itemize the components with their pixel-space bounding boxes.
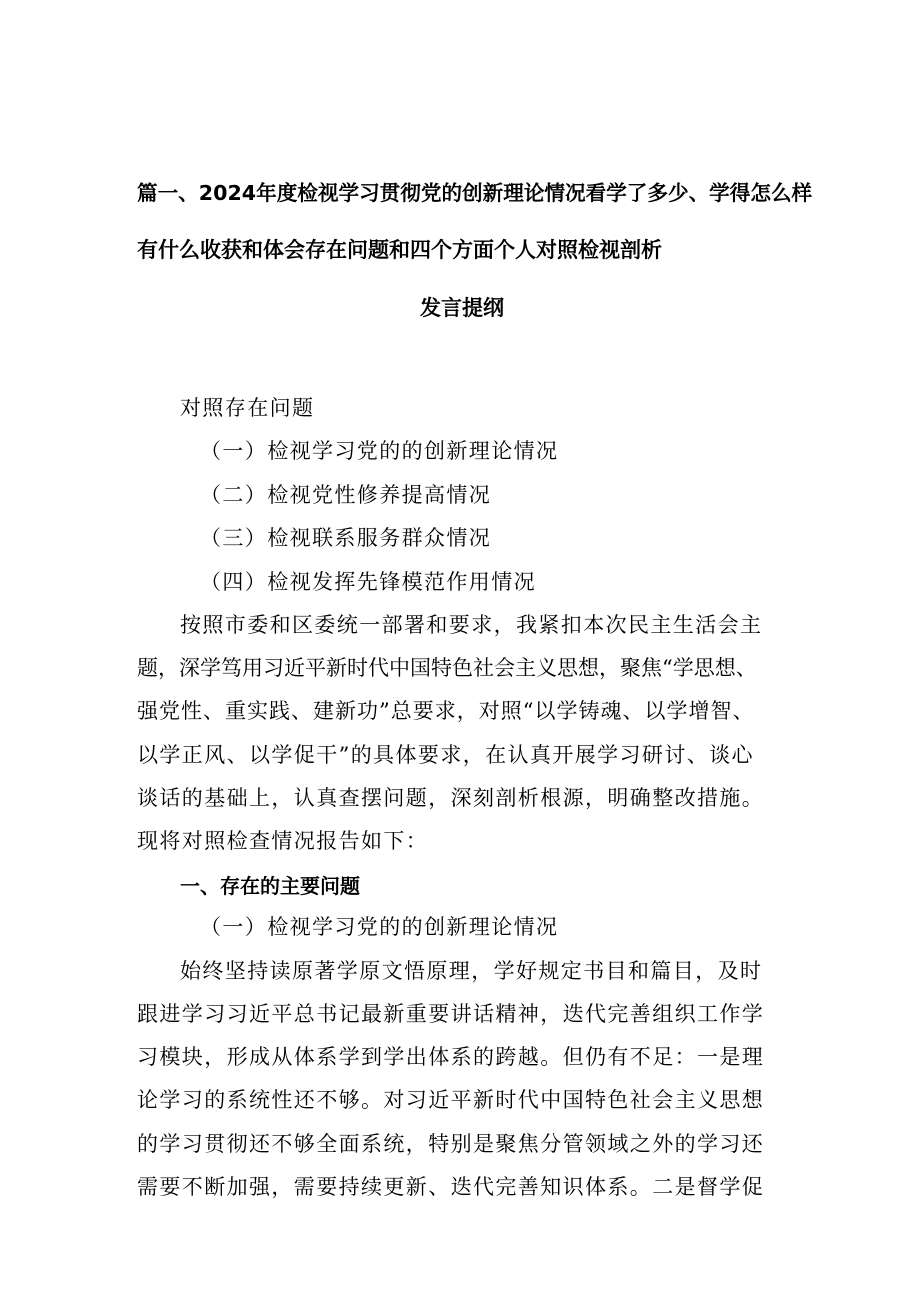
intro-line: 按照市委和区委统一部署和要求，我紧扣本次民主生活会主 <box>180 613 763 637</box>
intro-line: 谈话的基础上，认真查摆问题，深刻剖析根源，明确整改措施。 <box>137 786 765 810</box>
title-line-2: 有什么收获和体会存在问题和四个方面个人对照检视剖析 <box>137 238 662 262</box>
body-line: 跟进学习习近平总书记最新重要讲话精神，迭代完善组织工作学 <box>137 1002 765 1026</box>
section-heading: 一、存在的主要问题 <box>180 874 360 898</box>
outline-item: （一）检视学习党的的创新理论情况 <box>200 439 559 463</box>
body-line: 习模块，形成从体系学到学出体系的跨越。但仍有不足：一是理 <box>137 1045 765 1069</box>
title-line-3: 发言提纲 <box>420 296 504 320</box>
outline-item: （四）检视发挥先锋模范作用情况 <box>200 570 536 594</box>
outline-label: 对照存在问题 <box>180 396 315 420</box>
body-line: 需要不断加强，需要持续更新、迭代完善知识体系。二是督学促 <box>137 1175 765 1199</box>
outline-item: （三）检视联系服务群众情况 <box>200 526 492 550</box>
subsection-heading: （一）检视学习党的的创新理论情况 <box>200 915 559 939</box>
intro-line: 强党性、重实践、建新功”总要求，对照“以学铸魂、以学增智、 <box>137 699 755 723</box>
body-line: 的学习贯彻还不够全面系统，特别是聚焦分管领域之外的学习还 <box>137 1132 765 1156</box>
body-line: 始终坚持读原著学原文悟原理，学好规定书目和篇目，及时 <box>180 959 763 983</box>
intro-line: 以学正风、以学促干”的具体要求，在认真开展学习研讨、谈心 <box>137 743 754 767</box>
intro-line: 现将对照检查情况报告如下： <box>137 829 429 853</box>
intro-line: 题，深学笃用习近平新时代中国特色社会主义思想，聚焦“学思想、 <box>137 656 757 680</box>
title-line-1: 篇一、2024年度检视学习贯彻党的创新理论情况看学了多少、学得怎么样 <box>137 181 813 205</box>
outline-item: （二）检视党性修养提高情况 <box>200 483 492 507</box>
body-line: 论学习的系统性还不够。对习近平新时代中国特色社会主义思想 <box>137 1088 765 1112</box>
